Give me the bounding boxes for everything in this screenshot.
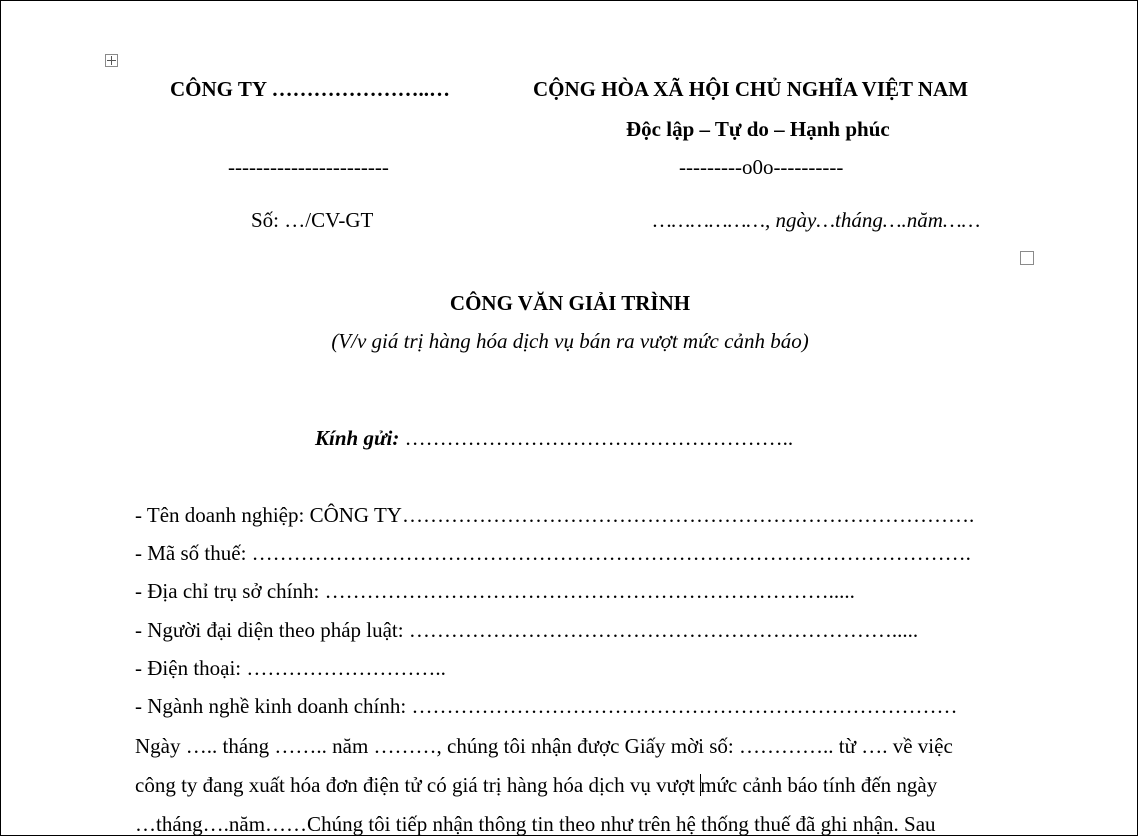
recipient-value: ……………………………………………….. [399,426,794,450]
field-head-office-address: - Địa chỉ trụ sở chính: ………………………………………………………………..... [135,579,855,603]
paragraph-line-2-after-caret: mức cảnh báo tính đến ngày [700,773,938,797]
field-legal-representative: - Người đại diện theo pháp luật: ……………………………………………………………..... [135,618,919,642]
divider-left: ----------------------- [228,155,389,179]
field-main-business: - Ngành nghề kinh doanh chính: …………………………………………………………………… [135,694,958,718]
field-phone: - Điện thoại: ……………………….. [135,656,446,680]
table-move-handle-icon[interactable] [105,54,118,67]
field-company-name: - Tên doanh nghiệp: CÔNG TY………………………………………………………………………. [135,503,975,527]
document-number: Số: …/CV-GT [251,208,374,232]
paragraph-line-2[interactable] [135,773,1015,797]
recipient-line [315,426,793,450]
field-tax-code: - Mã số thuế: …………………………………………………………………………………………. [135,541,971,565]
place-date: ………………, ngày…tháng….năm…… [653,208,981,232]
document-subject: (V/v giá trị hàng hóa dịch vụ bán ra vượt mức cảnh báo) [331,329,809,353]
national-title: CỘNG HÒA XÃ HỘI CHỦ NGHĨA VIỆT NAM [533,77,969,101]
recipient-label: Kính gửi: [315,426,400,450]
paragraph-line-2-before-caret: công ty đang xuất hóa đơn điện tử có giá trị hàng hóa dịch vụ vượt [135,773,701,797]
table-resize-handle-icon[interactable] [1020,251,1034,265]
paragraph-line-1: Ngày ….. tháng …….. năm ………, chúng tôi nhận được Giấy mời số: ………….. từ …. về việc [135,734,953,758]
document-title: CÔNG VĂN GIẢI TRÌNH [449,291,691,315]
divider-right: ---------o0o---------- [679,155,844,179]
paragraph-line-3: …tháng….năm……Chúng tôi tiếp nhận thông tin theo như trên hệ thống thuế đã ghi nhận. Sau [135,812,936,836]
company-name: CÔNG TY …………………..… [170,77,451,101]
national-motto: Độc lập – Tự do – Hạnh phúc [626,117,890,141]
